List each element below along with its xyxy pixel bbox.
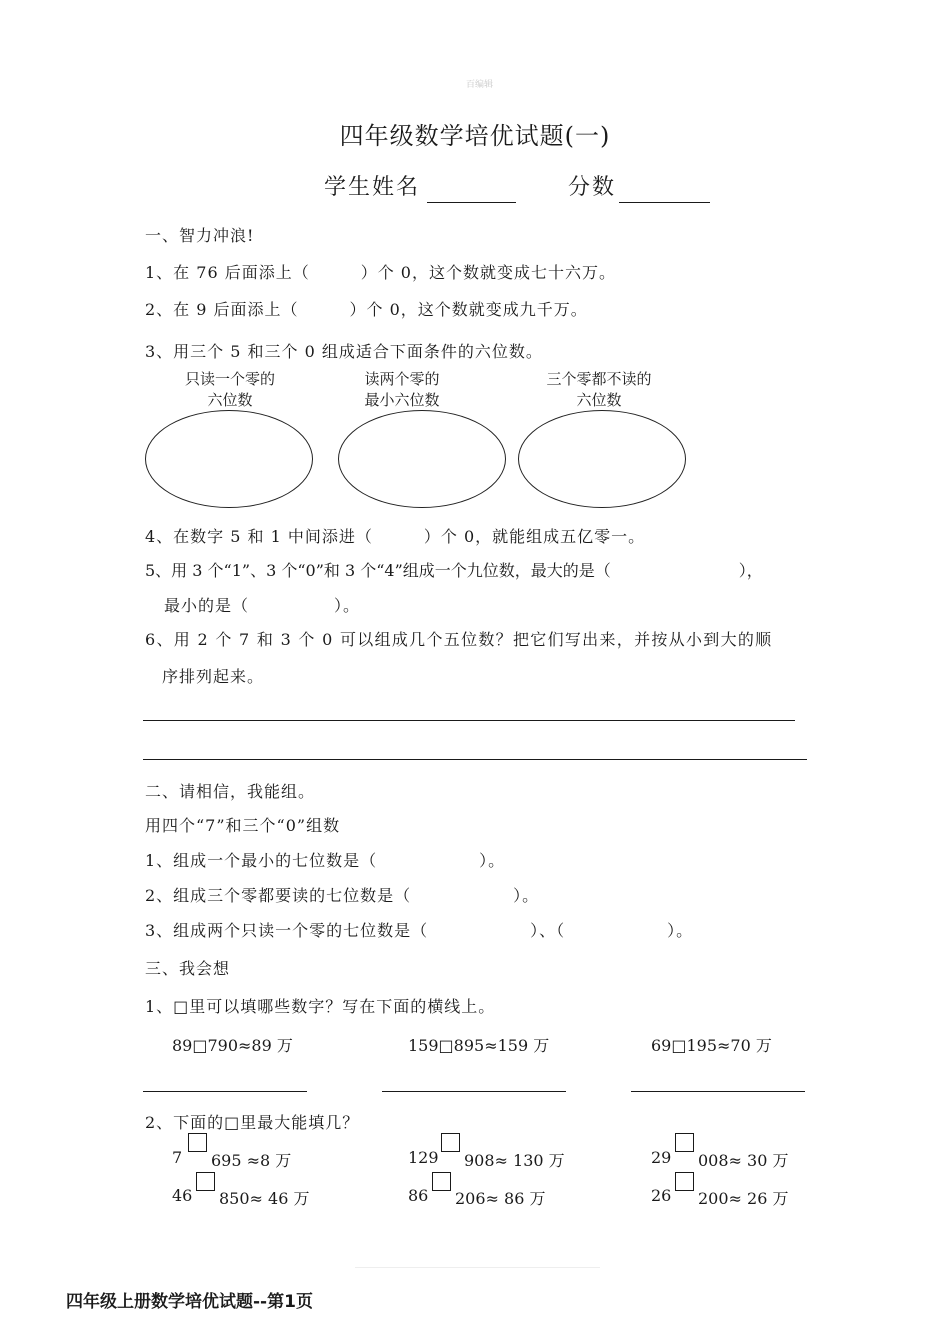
s2-question-3: 3、组成两个只读一个零的七位数是（ ）、（ ）。 bbox=[145, 921, 694, 940]
student-name-blank[interactable] bbox=[427, 202, 516, 203]
max-digit-item-4-post: 850≈ 46 万 bbox=[219, 1189, 310, 1208]
digit-box-4[interactable] bbox=[196, 1172, 215, 1191]
digits-answer-line-2[interactable] bbox=[382, 1091, 566, 1092]
max-digit-item-2-pre: 129 bbox=[408, 1148, 439, 1167]
page-footer: 四年级上册数学培优试题--第1页 bbox=[66, 1292, 313, 1312]
oval-label-3: 三个零都不读的 六位数 bbox=[546, 370, 652, 409]
digit-box-5[interactable] bbox=[432, 1172, 451, 1191]
estimate-item-1: 89□790≈89 万 bbox=[172, 1036, 293, 1055]
digit-box-6[interactable] bbox=[675, 1172, 694, 1191]
answer-oval-2[interactable] bbox=[338, 410, 506, 508]
answer-oval-1[interactable] bbox=[145, 410, 313, 508]
max-digit-item-5-pre: 86 bbox=[408, 1186, 429, 1205]
max-digit-item-1-pre: 7 bbox=[172, 1148, 183, 1167]
section3-heading: 三、我会想 bbox=[145, 959, 231, 978]
score-label: 分数 bbox=[568, 175, 617, 200]
answer-line-1[interactable] bbox=[143, 720, 795, 721]
digit-box-1[interactable] bbox=[188, 1133, 207, 1152]
faint-divider bbox=[355, 1267, 600, 1268]
digits-answer-line-1[interactable] bbox=[143, 1091, 307, 1092]
student-name-label: 学生姓名 bbox=[324, 175, 421, 200]
max-digit-item-3-post: 008≈ 30 万 bbox=[698, 1151, 789, 1170]
estimate-item-2: 159□895≈159 万 bbox=[408, 1036, 550, 1055]
s1-question-5-line2: 最小的是（ ）。 bbox=[164, 596, 361, 615]
page-title: 四年级数学培优试题(一) bbox=[339, 122, 611, 150]
digit-box-3[interactable] bbox=[675, 1133, 694, 1152]
max-digit-item-4-pre: 46 bbox=[172, 1186, 193, 1205]
answer-line-2[interactable] bbox=[143, 759, 807, 760]
oval-label-2: 读两个零的 最小六位数 bbox=[364, 370, 440, 409]
s1-question-5-line1: 5、用 3 个“1”、3 个“0”和 3 个“4”组成一个九位数，最大的是（ ）， bbox=[145, 561, 763, 580]
s3-question-2: 2、下面的□里最大能填几？ bbox=[145, 1113, 360, 1132]
section2-heading: 二、请相信，我能组。 bbox=[145, 782, 316, 801]
s3-question-1: 1、□里可以填哪些数字？写在下面的横线上。 bbox=[145, 997, 496, 1016]
header-mark: 百编辑 bbox=[466, 80, 494, 90]
answer-oval-3[interactable] bbox=[518, 410, 686, 508]
s2-question-1: 1、组成一个最小的七位数是（ ）。 bbox=[145, 851, 506, 870]
digit-box-2[interactable] bbox=[441, 1133, 460, 1152]
max-digit-item-5-post: 206≈ 86 万 bbox=[455, 1189, 546, 1208]
s1-question-6-line2: 序排列起来。 bbox=[162, 667, 265, 686]
s1-question-6-line1: 6、用 2 个 7 和 3 个 0 可以组成几个五位数？把它们写出来，并按从小到大的顺 bbox=[145, 630, 773, 649]
oval-label-1: 只读一个零的 六位数 bbox=[184, 370, 275, 409]
max-digit-item-6-pre: 26 bbox=[651, 1186, 672, 1205]
max-digit-item-6-post: 200≈ 26 万 bbox=[698, 1189, 789, 1208]
estimate-item-3: 69□195≈70 万 bbox=[651, 1036, 772, 1055]
max-digit-item-3-pre: 29 bbox=[651, 1148, 672, 1167]
section1-heading: 一、智力冲浪! bbox=[145, 226, 255, 245]
max-digit-item-2-post: 908≈ 130 万 bbox=[464, 1151, 565, 1170]
digits-answer-line-3[interactable] bbox=[631, 1091, 805, 1092]
s1-question-4: 4、在数字 5 和 1 中间添进（ ）个 0，就能组成五亿零一。 bbox=[145, 527, 646, 546]
s1-question-3: 3、用三个 5 和三个 0 组成适合下面条件的六位数。 bbox=[145, 342, 543, 361]
max-digit-item-1-post: 695 ≈8 万 bbox=[211, 1151, 292, 1170]
section2-intro: 用四个“7”和三个“0”组数 bbox=[145, 816, 341, 835]
score-blank[interactable] bbox=[619, 202, 710, 203]
s1-question-2: 2、在 9 后面添上（ ）个 0，这个数就变成九千万。 bbox=[145, 300, 588, 319]
s2-question-2: 2、组成三个零都要读的七位数是（ ）。 bbox=[145, 886, 540, 905]
s1-question-1: 1、在 76 后面添上（ ）个 0，这个数就变成七十六万。 bbox=[145, 263, 616, 282]
